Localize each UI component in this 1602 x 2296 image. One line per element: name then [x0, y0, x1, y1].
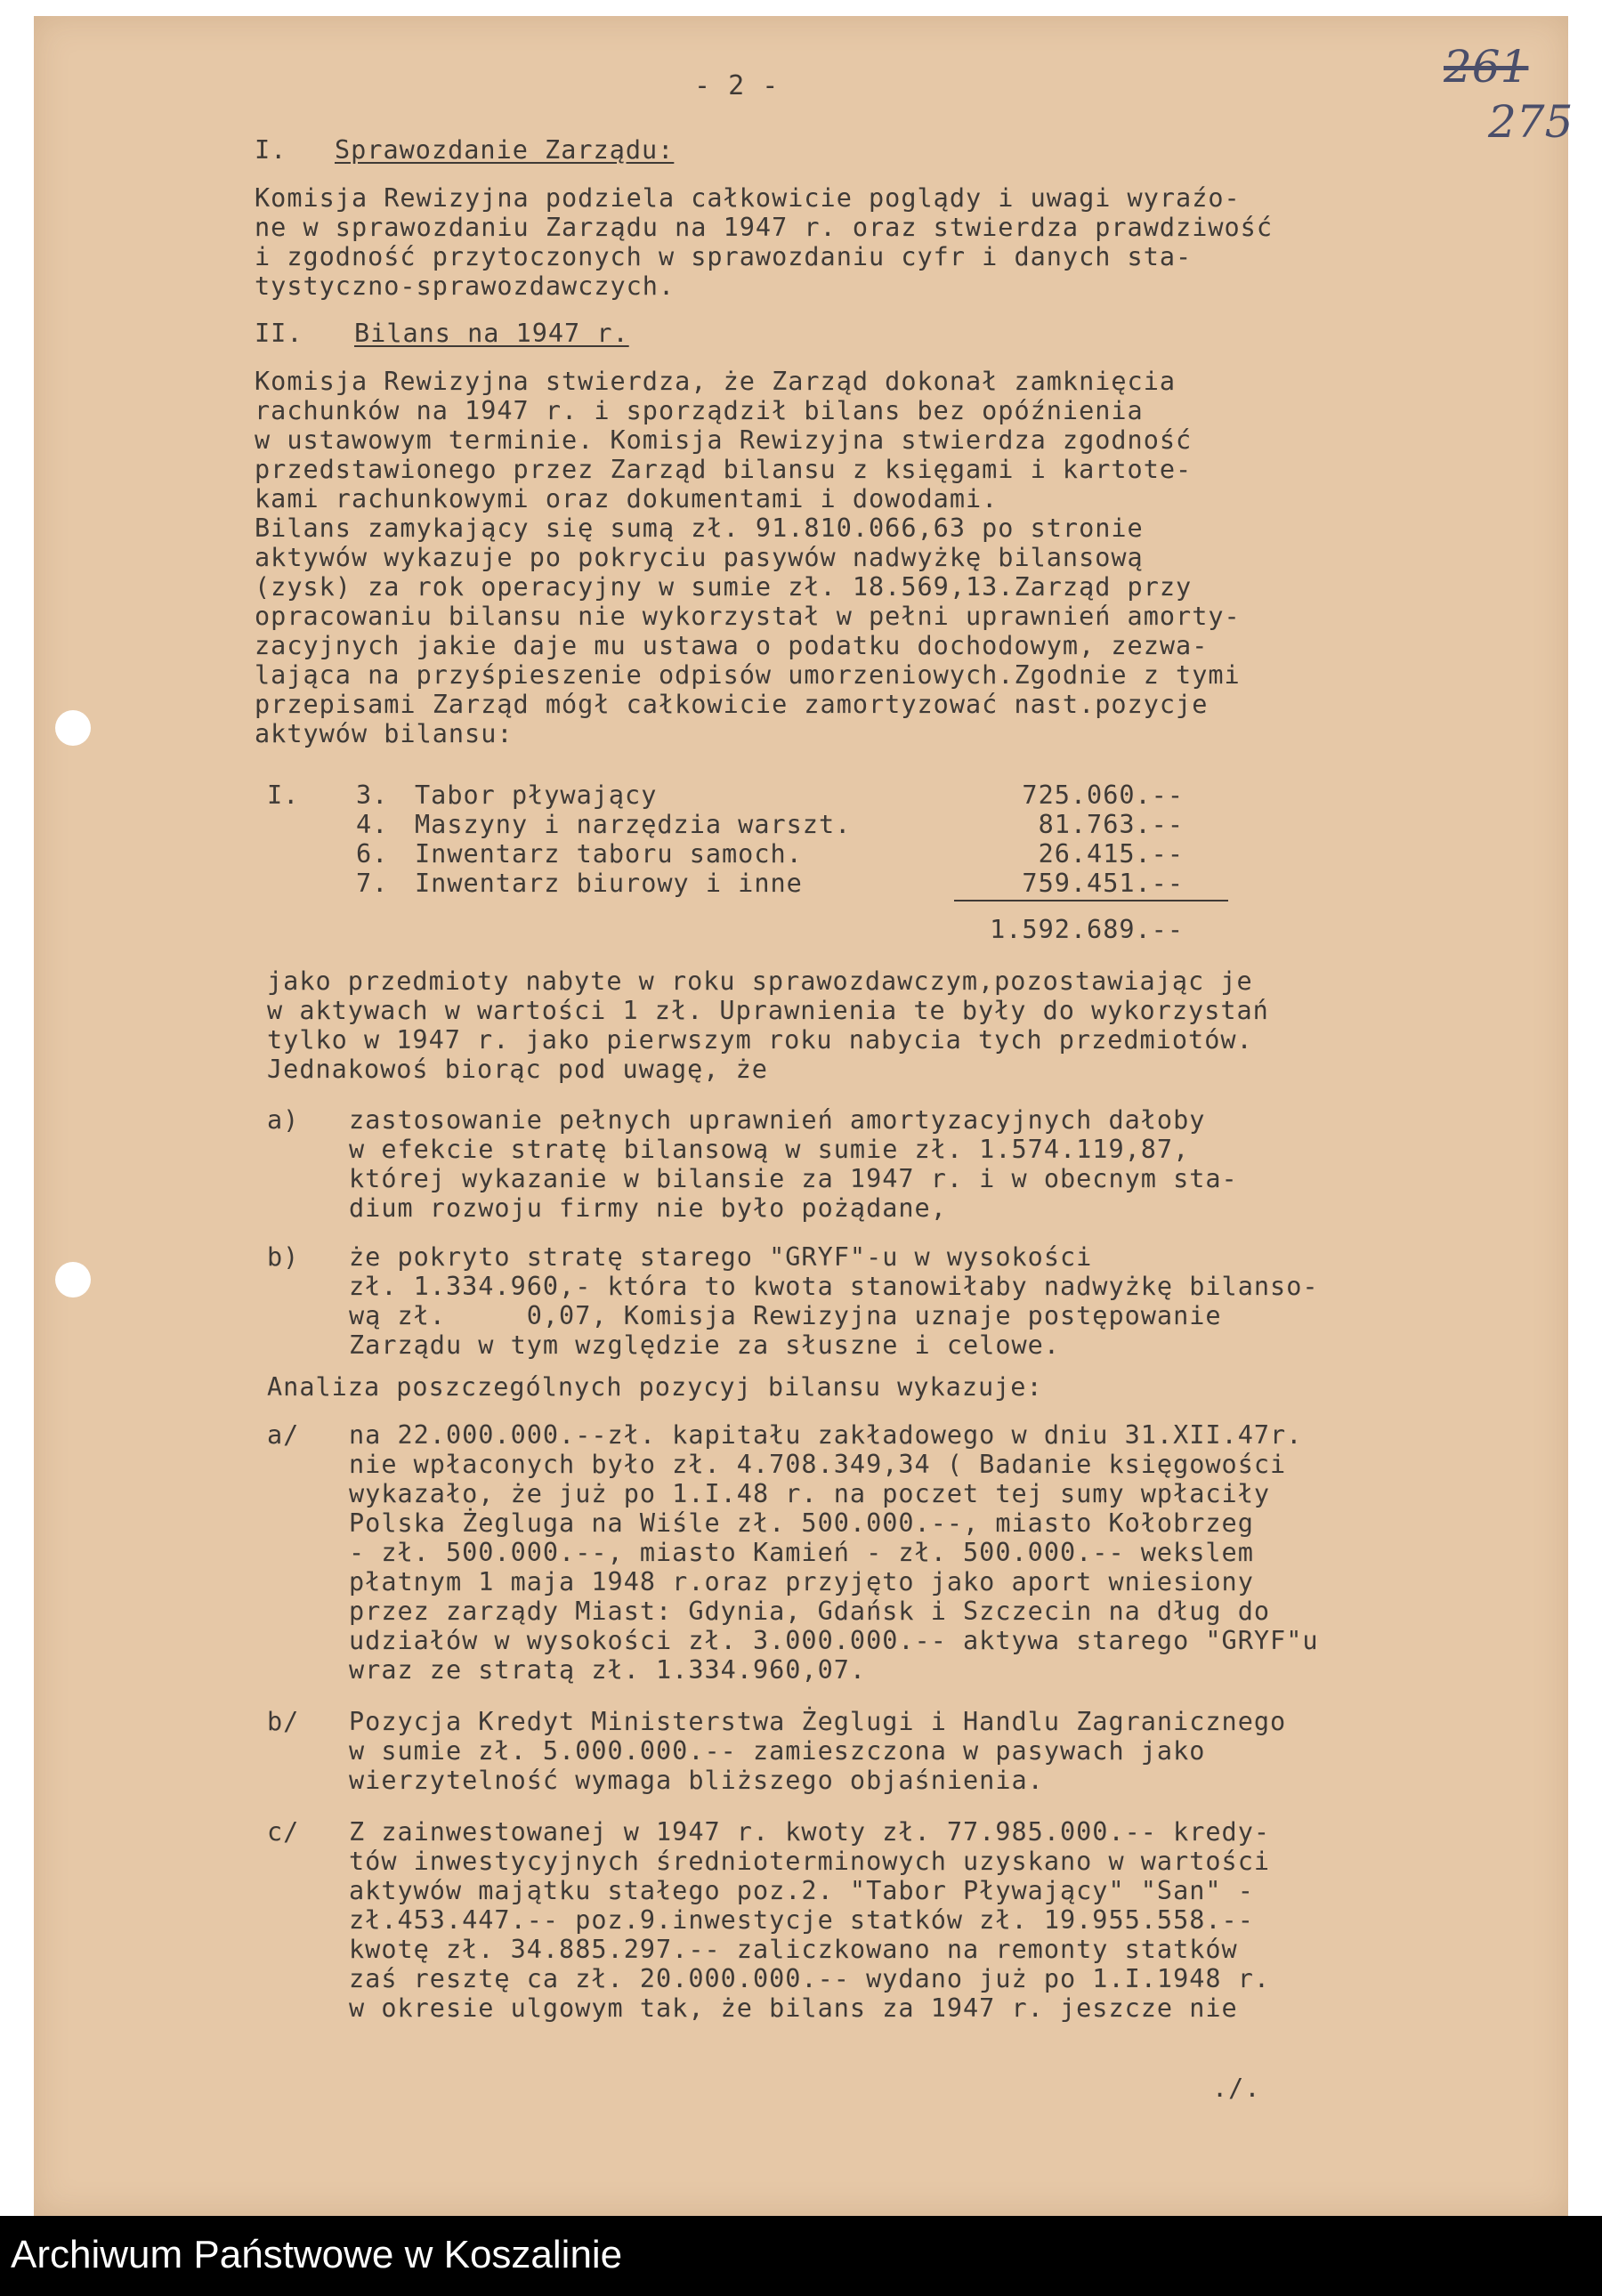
text-line: w okresie ulgowym tak, że bilans za 1947 r. jeszcze nie — [349, 1993, 1238, 2023]
text-line: Komisja Rewizyjna podziela całkowicie poglądy i uwagi wyraźo- — [255, 183, 1241, 213]
section-2-number: II. — [255, 319, 303, 348]
text-line: Zarządu w tym względzie za słuszne i celowe. — [349, 1330, 1060, 1360]
asset-row-name: Inwentarz biurowy i inne — [415, 869, 803, 898]
asset-row-number: 4. — [356, 810, 389, 839]
text-line: opracowaniu bilansu nie wykorzystał w pełni uprawnień amorty- — [255, 602, 1241, 631]
continuation-mark: ./. — [1212, 2074, 1261, 2103]
text-line: płatnym 1 maja 1948 r.oraz przyjęto jako aport wniesiony — [349, 1567, 1254, 1597]
text-line: przez zarządy Miast: Gdynia, Gdańsk i Szczecin na dług do — [349, 1597, 1271, 1626]
text-line: Bilans zamykający się sumą zł. 91.810.066,63 po stronie — [255, 513, 1144, 543]
text-line: w ustawowym terminie. Komisja Rewizyjna stwierdza zgodność — [255, 425, 1193, 455]
text-line: nie wpłaconych było zł. 4.708.349,34 ( Badanie księgowości — [349, 1450, 1287, 1479]
text-line: jako przedmioty nabyte w roku sprawozdawczym,pozostawiając je — [267, 966, 1253, 996]
punch-hole — [55, 1262, 91, 1298]
asset-row-number: 3. — [356, 780, 389, 810]
text-line: rachunków na 1947 r. i sporządził bilans bez opóźnienia — [255, 396, 1144, 425]
text-line: Jednakowoś biorąc pod uwagę, że — [267, 1055, 768, 1084]
asset-group-label: I. — [267, 780, 300, 810]
text-line: zł. 1.334.960,- która to kwota stanowiłaby nadwyżkę bilanso- — [349, 1272, 1319, 1301]
list-marker: b/ — [267, 1707, 300, 1736]
text-line: przepisami Zarząd mógł całkowicie zamortyzować nast.pozycje — [255, 690, 1209, 719]
text-line: zaś resztę ca zł. 20.000.000.-- wydano już po 1.I.1948 r. — [349, 1964, 1271, 1993]
text-line: lająca na przyśpieszenie odpisów umorzeniowych.Zgodnie z tymi — [255, 660, 1241, 690]
text-line: zacyjnych jakie daje mu ustawa o podatku dochodowym, zezwa- — [255, 631, 1209, 660]
text-line: że pokryto stratę starego "GRYF"-u w wysokości — [349, 1242, 1093, 1272]
list-marker: c/ — [267, 1817, 300, 1847]
text-line: wraz ze stratą zł. 1.334.960,07. — [349, 1655, 867, 1685]
text-line: - zł. 500.000.--, miasto Kamień - zł. 500.000.-- wekslem — [349, 1538, 1254, 1567]
text-line: ne w sprawozdaniu Zarządu na 1947 r. oraz stwierdza prawdziwość — [255, 213, 1273, 242]
text-line: zastosowanie pełnych uprawnień amortyzacyjnych dałoby — [349, 1105, 1206, 1135]
asset-row-amount: 26.415.-- — [1038, 839, 1184, 869]
section-1-number: I. — [255, 135, 287, 165]
text-line: Analiza poszczególnych pozycyj bilansu wykazuje: — [267, 1372, 1043, 1402]
text-line: wierzytelność wymaga bliższego objaśnienia. — [349, 1766, 1044, 1795]
text-line: w sumie zł. 5.000.000.-- zamieszczona w pasywach jako — [349, 1736, 1206, 1766]
text-line: tów inwestycyjnych średnioterminowych uzyskano w wartości — [349, 1847, 1271, 1876]
text-line: której wykazanie w bilansie za 1947 r. i w obecnym sta- — [349, 1164, 1238, 1193]
list-marker: b) — [267, 1242, 300, 1272]
text-line: przedstawionego przez Zarząd bilansu z księgami i kartote- — [255, 455, 1193, 484]
asset-row-amount: 81.763.-- — [1038, 810, 1184, 839]
text-line: udziałów w wysokości zł. 3.000.000.-- aktywa starego "GRYF"u — [349, 1626, 1319, 1655]
text-line: zł.453.447.-- poz.9.inwestycje statków zł. 19.955.558.-- — [349, 1905, 1254, 1935]
text-line: aktywów majątku stałego poz.2. "Tabor Pływający" "San" - — [349, 1876, 1254, 1905]
asset-row-name: Tabor pływający — [415, 780, 658, 810]
asset-row-amount: 759.451.-- — [1022, 869, 1184, 898]
sum-underline — [954, 900, 1228, 901]
list-marker: a) — [267, 1105, 300, 1135]
text-line: na 22.000.000.--zł. kapitału zakładowego w dniu 31.XII.47r. — [349, 1420, 1303, 1450]
asset-row-amount: 725.060.-- — [1022, 780, 1184, 810]
text-line: w efekcie stratę bilansową w sumie zł. 1.574.119,87, — [349, 1135, 1190, 1164]
text-line: kwotę zł. 34.885.297.-- zaliczkowano na remonty statków — [349, 1935, 1238, 1964]
text-line: Pozycja Kredyt Ministerstwa Żeglugi i Handlu Zagranicznego — [349, 1707, 1287, 1736]
asset-row-number: 6. — [356, 839, 389, 869]
asset-row-number: 7. — [356, 869, 389, 898]
text-line: tylko w 1947 r. jako pierwszym roku nabycia tych przedmiotów. — [267, 1025, 1253, 1055]
folio-number: 275 — [1488, 96, 1574, 148]
text-line: Komisja Rewizyjna stwierdza, że Zarząd dokonał zamknięcia — [255, 367, 1177, 396]
punch-hole — [55, 710, 91, 746]
folio-number-struck: 261 — [1444, 41, 1529, 93]
text-line: aktywów bilansu: — [255, 719, 514, 748]
asset-total: 1.592.689.-- — [990, 915, 1184, 944]
archive-name: Archiwum Państwowe w Koszalinie — [11, 2233, 623, 2276]
text-line: wykazało, że już po 1.I.48 r. na poczet tej sumy wpłaciły — [349, 1479, 1271, 1508]
text-line: wą zł. 0,07, Komisja Rewizyjna uznaje postępowanie — [349, 1301, 1222, 1330]
text-line: (zysk) za rok operacyjny w sumie zł. 18.569,13.Zarząd przy — [255, 572, 1193, 602]
asset-row-name: Maszyny i narzędzia warszt. — [415, 810, 852, 839]
page-number: - 2 - — [694, 70, 780, 101]
text-line: tystyczno-sprawozdawczych. — [255, 271, 676, 301]
text-line: w aktywach w wartości 1 zł. Uprawnienia te były do wykorzystań — [267, 996, 1269, 1025]
text-line: Z zainwestowanej w 1947 r. kwoty zł. 77.985.000.-- kredy- — [349, 1817, 1271, 1847]
text-line: kami rachunkowymi oraz dokumentami i dowodami. — [255, 484, 999, 513]
list-marker: a/ — [267, 1420, 300, 1450]
section-1-title: Sprawozdanie Zarządu: — [335, 135, 675, 165]
text-line: dium rozwoju firmy nie było pożądane, — [349, 1193, 947, 1223]
text-line: i zgodność przytoczonych w sprawozdaniu cyfr i danych sta- — [255, 242, 1193, 271]
text-line: Polska Żegluga na Wiśle zł. 500.000.--, miasto Kołobrzeg — [349, 1508, 1254, 1538]
asset-row-name: Inwentarz taboru samoch. — [415, 839, 803, 869]
section-2-title: Bilans na 1947 r. — [354, 319, 629, 348]
text-line: aktywów wykazuje po pokryciu pasywów nadwyżkę bilansową — [255, 543, 1144, 572]
